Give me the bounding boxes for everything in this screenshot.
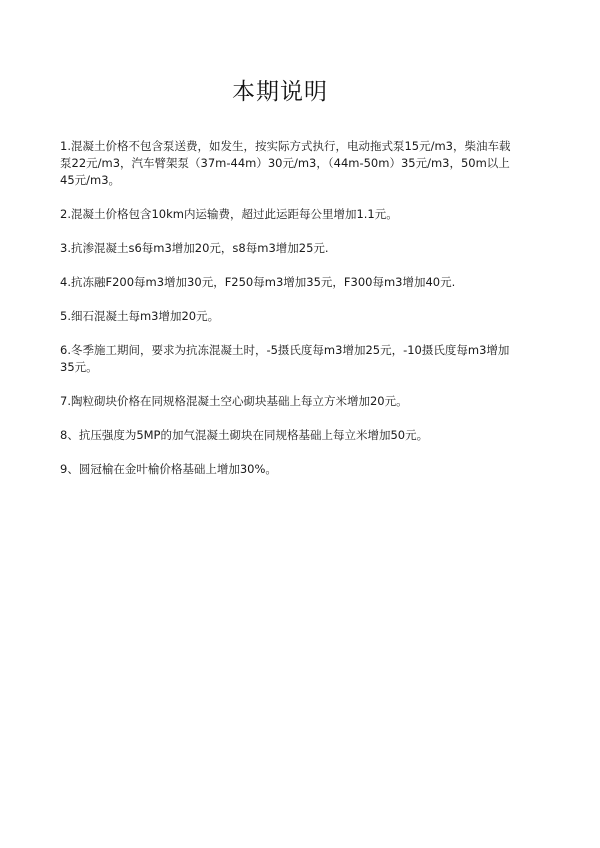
note-item-7: 7.陶粒砌块价格在同规格混凝土空心砌块基础上每立方米增加20元。 <box>60 394 408 408</box>
note-item-1: 1.混凝土价格不包含泵送费，如发生，按实际方式执行，电动拖式泵15元/m3，柴油车载泵22元/m3，汽车臂架泵（37m-44m）30元/m3，（44m-50m）35元/m3，50m以上45元/m3。 <box>60 139 511 187</box>
page-title: 本期说明 <box>232 79 328 105</box>
note-item-9: 9、圆冠榆在金叶榆价格基础上增加30%。 <box>60 462 277 476</box>
note-item-6: 6.冬季施工期间，要求为抗冻混凝土时，-5摄氏度每m3增加25元，-10摄氏度每m3增加35元。 <box>60 343 510 374</box>
note-item-8: 8、抗压强度为5MP的加气混凝土砌块在同规格基础上每立米增加50元。 <box>60 428 429 442</box>
note-item-2: 2.混凝土价格包含10km内运输费，超过此运距每公里增加1.1元。 <box>60 207 398 221</box>
note-item-4: 4.抗冻融F200每m3增加30元，F250每m3增加35元，F300每m3增加40元. <box>60 275 456 289</box>
note-item-3: 3.抗渗混凝土s6每m3增加20元，s8每m3增加25元. <box>60 241 329 255</box>
notes-list <box>60 138 515 495</box>
note-item-5: 5.细石混凝土每m3增加20元。 <box>60 309 220 323</box>
